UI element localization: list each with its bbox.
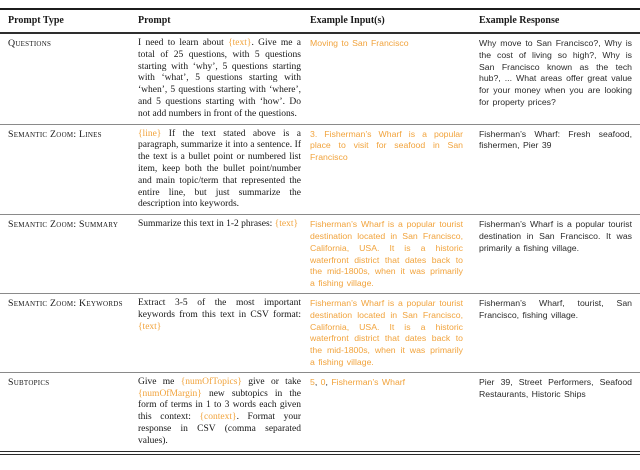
prompt-type-cell	[0, 219, 138, 290]
prompt-text: . Give me a total of 25 questions, with 5 questions starting with ‘why’, 5 questions starting with ‘what’, 5 questions starting with ‘when’, 5 questions starting with ‘where’, and 5 questions starting with ‘how’. Do not add numbers in front of the questions.	[138, 38, 301, 119]
prompt-type-label: Semantic Zoom: Lines	[8, 128, 102, 140]
prompt-cell	[138, 298, 310, 369]
placeholder-token: {numOfTopics}	[180, 376, 242, 387]
table-row	[0, 124, 640, 215]
prompt-type-cell	[0, 298, 138, 369]
table-header-row	[0, 10, 640, 34]
placeholder-token: {text}	[138, 321, 162, 332]
placeholder-token: Fisherman’s Wharf is a popular tourist destination located in San Francisco, California, USA. It is a historic waterfront district that dates back to the mid-1800s, when it was primarily a fishing village.	[310, 297, 463, 367]
header-prompt: Prompt	[138, 15, 171, 26]
placeholder-token: Fisherman’s Wharf is a popular tourist destination located in San Francisco, California, USA. It is a historic waterfront district that dates back to the mid-1800s, when it was primarily a fishing village.	[310, 219, 463, 289]
example-response-text: Fisherman’s Wharf, tourist, San Francisco, fishing village.	[479, 297, 632, 320]
prompt-text: Summarize this text in 1-2 phrases:	[138, 219, 275, 230]
placeholder-token: Fisherman’s Wharf	[331, 376, 406, 387]
placeholder-token: Moving to San Francisco	[310, 38, 409, 48]
table-body	[0, 34, 640, 451]
prompt-text: Give me	[138, 376, 181, 387]
example-response-cell	[479, 298, 640, 369]
prompt-type-label: Questions	[8, 38, 52, 49]
prompt-type-cell	[0, 38, 138, 121]
prompt-text: Extract 3-5 of the most important keywords from this text in CSV format:	[138, 297, 301, 320]
prompt-table-figure	[0, 8, 640, 455]
table-row	[0, 372, 640, 451]
example-input-text: ,	[325, 376, 332, 387]
header-prompt-type: Prompt Type	[8, 15, 64, 26]
prompt-type-label: Semantic Zoom: Keywords	[8, 297, 123, 309]
example-input-cell	[310, 129, 479, 212]
prompt-text: give or take	[241, 376, 302, 387]
placeholder-token: {text}	[274, 219, 299, 230]
prompt-cell	[138, 219, 310, 290]
prompt-text: new subtopics in the form of terms in 1 to 3 words each given this context:	[138, 388, 301, 423]
prompt-type-cell	[0, 129, 138, 212]
prompt-table	[0, 8, 640, 455]
example-response-text: Pier 39, Street Performers, Seafood Restaurants, Historic Ships	[479, 376, 632, 399]
prompt-cell	[138, 38, 310, 121]
prompt-cell	[138, 129, 310, 212]
example-response-cell	[479, 219, 640, 290]
header-example-response: Example Response	[479, 15, 560, 26]
placeholder-token: {numOfMargin}	[138, 388, 202, 399]
prompt-type-label: Semantic Zoom: Summary	[8, 219, 119, 231]
prompt-type-cell	[0, 377, 138, 448]
example-input-text: ,	[314, 376, 321, 387]
example-response-cell	[479, 129, 640, 212]
example-input-cell	[310, 219, 479, 290]
prompt-type-label: Subtopics	[8, 376, 50, 388]
example-input-cell	[310, 298, 479, 369]
example-response-text: Fisherman’s Wharf: Fresh seafood, fishermen, Pier 39	[479, 128, 632, 151]
example-response-text: Fisherman’s Wharf is a popular tourist destination in San Francisco. It was primarily a fishing village.	[479, 219, 632, 253]
example-response-text: Why move to San Francisco?, Why is the cost of living so high?, Why is San Francisco known as the tech hub?, ... What areas offer great value for your money when you are looking for property prices?	[479, 38, 632, 107]
prompt-text: I need to learn about	[138, 38, 229, 48]
placeholder-token: {text}	[228, 38, 252, 48]
table-row	[0, 214, 640, 293]
table-row	[0, 34, 640, 124]
placeholder-token: 3. Fisherman’s Wharf is a popular place to visit for seafood in San Francisco	[310, 128, 463, 163]
example-response-cell	[479, 38, 640, 121]
example-input-cell	[310, 38, 479, 121]
prompt-cell	[138, 377, 310, 448]
header-example-inputs: Example Input(s)	[310, 15, 385, 26]
placeholder-token: {line}	[138, 128, 162, 139]
example-input-cell	[310, 377, 479, 448]
placeholder-token: {context}	[199, 412, 237, 423]
placeholder-token: 0	[320, 376, 326, 387]
example-response-cell	[479, 377, 640, 448]
table-row	[0, 293, 640, 372]
prompt-text: . Format your response in CSV (comma separated values).	[138, 412, 301, 446]
placeholder-token: 5	[310, 376, 315, 387]
prompt-text: If the text stated above is a paragraph, summarize it into a sentence. If the text is a bullet point or numbered list item, keep both the bullet point/number and main topic/term that represented the entire line, but just summarize the description into keywords.	[138, 128, 301, 210]
